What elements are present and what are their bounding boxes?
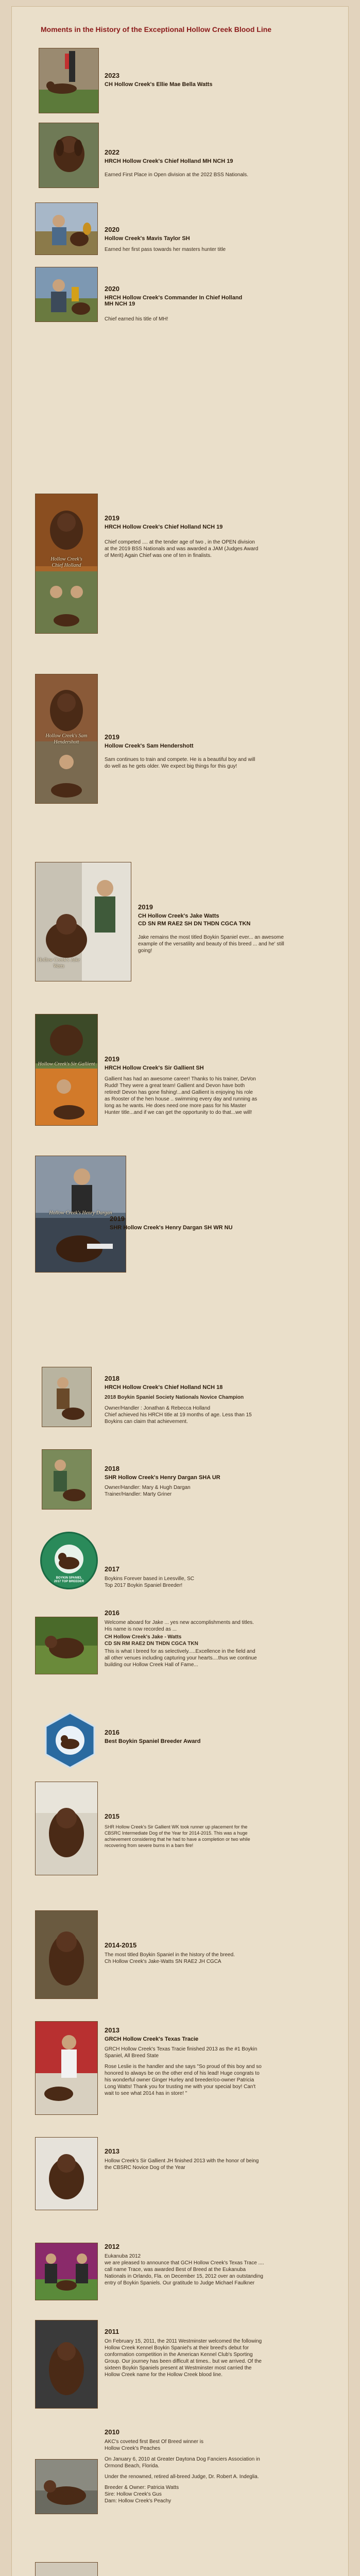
- entry-title: [110, 1215, 233, 1232]
- entry-title: [105, 1728, 200, 1746]
- entry-title: [105, 2243, 119, 2252]
- history-entry: [12, 1156, 349, 1279]
- entry-title: [138, 903, 250, 928]
- entry-text: Welcome aboard for Jake ... yes new accomplishments and titles. His name is now recorded as ...: [105, 1620, 254, 1632]
- photo-watermark: Hollow Creek's Chief Holland: [50, 556, 82, 568]
- history-entry: [12, 200, 349, 259]
- entry-text: Boykins Forever based in Leesville, SC Top 2017 Boykin Spaniel Breeder!: [105, 1576, 194, 1588]
- entry-body: [105, 172, 259, 182]
- dog-photo: [42, 1449, 92, 1510]
- entry-name: GRCH Hollow Creek's Texas Tracie: [105, 2036, 199, 2042]
- entry-year: 2017: [105, 1565, 119, 1573]
- dog-photo: [35, 1782, 98, 1875]
- dog-photo: [35, 494, 98, 634]
- entry-text: AKC's coveted first Best Of Breed winner is Hollow Creek's Peaches: [105, 2439, 203, 2451]
- entry-body: [105, 246, 259, 257]
- entry-text: Chief competed .... at the tender age of two , in the OPEN division at the 2019 BSS Nationals and was awarded a JAM (Judges Award of Merit) Again Chief was one of ten in finalists.: [105, 539, 259, 558]
- entry-name: Hollow Creek's Sam Hendershott: [105, 743, 194, 749]
- entry-year: 2019: [105, 514, 119, 522]
- entry-name: Best Boykin Spaniel Breeder Award: [105, 1738, 201, 1744]
- entry-text: Owner/Handler : Jonathan & Rebecca Holland Chief achieved his HRCH title at 19 months of age. Less than 15 Boykins can claim that achievement.: [105, 1405, 252, 1425]
- entry-name: HRCH Hollow Creek's Chief Holland NCH 18: [105, 1384, 223, 1391]
- entry-text: Eukanuba 2012 we are pleased to announce that GCH Hollow Creek's Texas Trace .... call name Trace, was awarded Best of Breed at the Eukanuba Nationals in Orlando, Fla. on December 15, 2012 over an outstanding entry of Boykin Spaniels. Our gratitude to Judge Michael Faulkner: [105, 2253, 264, 2286]
- breeder-award-badge: [42, 1712, 98, 1769]
- entry-title: [105, 285, 249, 309]
- entry-body: [105, 1394, 259, 1429]
- entry-title: [105, 2026, 198, 2044]
- entry-name: CH Hollow Creek's Ellie Mae Bella Watts: [105, 81, 213, 88]
- photo-watermark: Hollow Creek's Jake Watts: [37, 957, 80, 969]
- dog-photo: [39, 48, 99, 113]
- history-entry: [12, 1782, 349, 1890]
- history-entry: [12, 48, 349, 117]
- photo-watermark: Hollow Creek's Sir Gallient: [38, 1061, 95, 1067]
- entry-title: [105, 1941, 136, 1951]
- entry-title: [105, 1055, 204, 1073]
- entry-year: 2018: [105, 1375, 119, 1382]
- photo-watermark: Hollow Creek's Henry Dargan: [49, 1210, 112, 1216]
- entry-text: Hollow Creek's Sir Gallient JH finished 2013 with the honor of being the CBSRC Novice Dog of the Year: [105, 2158, 259, 2171]
- history-entry: [12, 1712, 349, 1774]
- entry-year: 2014-2015: [105, 1941, 137, 1949]
- entry-text: Gallient has had an awesome career! Thanks to his trainer, DeVon Rudd! They were a great team! Gallient and Devon have both retired! Devon has gone fishing!...and Gallient is enjoying his role as Rooster of the hen house .. swimming every day and running as long as he wants. He does need one more pass for his Master Hunter title...and if we can get the opportunity to do that...we will!: [105, 1076, 258, 1115]
- entry-text: Chief earned his title of MH!: [105, 316, 168, 322]
- entry-text: Earned her first pass towards her masters hunter title: [105, 247, 226, 252]
- entry-year: 2012: [105, 2243, 119, 2250]
- history-entry: [12, 2320, 349, 2413]
- entry-text: Owner/Handler: Mary & Hugh Dargan Trainer/Handler: Marty Griner: [105, 1485, 191, 1497]
- history-entry: [12, 1606, 349, 1709]
- history-entry: [12, 2428, 349, 2557]
- history-entry: [12, 2021, 349, 2124]
- entry-text: Rose Leslie is the handler and she says "So proud of this boy and so honored to always be on the other end of his lead! Huge congrats to his wonderful owner Ginger Hurley and breeder/co-owner Patricia Long Watts! Thank you for trusting me with your special boy! Can't wait to see what 2014 has in store! ": [105, 2064, 262, 2096]
- entry-title: [105, 72, 212, 89]
- entry-year: 2019: [110, 1215, 125, 1223]
- entry-body: [105, 756, 259, 774]
- entry-title: [105, 1375, 222, 1392]
- entry-year: 2013: [105, 2147, 119, 2155]
- entry-text: Earned First Place in Open division at the 2022 BSS Nationals.: [105, 172, 249, 178]
- entry-name: SHR Hollow Creek's Henry Dargan SH WR NU: [110, 1225, 233, 1231]
- entry-text: Under the renowned, retired all-breed Judge, Dr. Robert A. Indeglia.: [105, 2474, 259, 2480]
- entry-body: [105, 316, 259, 327]
- entry-year: 2019: [105, 733, 119, 741]
- dog-photo: [35, 1617, 98, 1674]
- history-entry: [12, 2243, 349, 2320]
- entry-text: On January 6, 2010 at Greater Daytona Dog Fanciers Association in Ormond Beach, Florida.: [105, 2456, 260, 2469]
- history-entry: [12, 123, 349, 195]
- entry-year: 2016: [105, 1609, 119, 1617]
- entry-year: 2015: [105, 1812, 119, 1820]
- entry-title: [105, 733, 194, 751]
- entry-title: [105, 1812, 119, 1822]
- entry-year: 2011: [105, 2328, 119, 2335]
- history-entry: [12, 264, 349, 342]
- entry-body: [105, 2158, 259, 2175]
- dog-photo: [35, 267, 98, 322]
- entry-text: Breeder & Owner: Patricia Watts Sire: Hollow Creek's Gus Dam: Hollow Creek's Peachy: [105, 2485, 179, 2504]
- dog-photo: [35, 1014, 98, 1126]
- entry-text: This is what I breed for as selectively.....Excellence in the field and all other venues including capturing your hearts....thus we continue building our Hollow Creek Hall of Fame...: [105, 1649, 257, 1668]
- entry-title: [105, 1565, 119, 1575]
- history-page: [11, 6, 349, 2576]
- photo-watermark: Hollow Creek's Sam Hendershott: [45, 733, 88, 745]
- entry-text: GRCH Hollow Creek's Texas Tracie finished 2013 as the #1 Boykin Spaniel, All Breed State: [105, 2046, 258, 2059]
- history-entry: [12, 1910, 349, 2003]
- dog-photo: [35, 2021, 98, 2115]
- dog-photo: [35, 2320, 98, 2409]
- dog-photo: [35, 202, 98, 255]
- entry-title: [105, 2428, 119, 2438]
- entry-text: The most titled Boykin Spaniel in the history of the breed. Ch Hollow Creek's Jake-Watts SN RAE2 JH CGCA: [105, 1952, 235, 1964]
- entry-title: [105, 2328, 119, 2337]
- badge-text: BOYKIN SPANIEL 2017 TOP BREEDER: [54, 1577, 84, 1583]
- entry-title: [105, 514, 222, 532]
- dog-photo: [35, 2137, 98, 2210]
- history-entry: [12, 494, 349, 643]
- page-title: Moments in the History of the Exceptional Hollow Creek Blood Line: [41, 25, 272, 33]
- entry-name: HRCH Hollow Creek's Sir Gallient SH: [105, 1065, 204, 1071]
- entry-name: SHR Hollow Creek's Henry Dargan SHA UR: [105, 1475, 220, 1481]
- entry-name: CH Hollow Creek's Jake Watts: [138, 913, 219, 919]
- entry-text: SHR Hollow Creek's Sir Gallient WK took runner up placement for the CBSRC Intermediate Dog of the Year for 2014-2015. This was a huge achievement considering that he had to have a completion or two while recovering from severe burns in a barn fire!: [105, 1824, 250, 1848]
- entry-body: [105, 2438, 264, 2509]
- entry-name: HRCH Hollow Creek's Chief Holland NCH 19: [105, 524, 223, 530]
- history-entry: [12, 674, 349, 823]
- dog-photo: [42, 1367, 92, 1427]
- history-entry: [12, 1364, 349, 1436]
- entry-title: [105, 1465, 220, 1482]
- entry-text: CH Hollow Creek's Jake - Watts CD SN RM RAE2 DN THDN CGCA TKN: [105, 1634, 198, 1647]
- entry-name: Hollow Creek's Mavis Taylor SH: [105, 235, 190, 242]
- entry-text: On February 15, 2011, the 2011 Westminster welcomed the following Hollow Creek Kennel Boykin Spaniel's at their breed's debut for conformation competition in the American Kennel Club's Sporting Group. Our journey has been difficult at times.. but we arrived. Of the sixteen Boykin Spaniels present at Westminster most carried the Hollow Creek name for the Hollow Creek blood line.: [105, 2338, 262, 2378]
- entry-year: 2020: [105, 285, 119, 293]
- dog-photo: [39, 123, 99, 188]
- dog-photo: [35, 862, 131, 981]
- entry-body: [105, 1952, 259, 1969]
- entry-text: Sam continues to train and compete. He is a beautiful boy and will do well as he gets older. We expect big things for this guy!: [105, 757, 255, 769]
- entry-title: [105, 226, 190, 243]
- entry-name: HRCH Hollow Creek's Commander In Chief Holland MH NCH 19: [105, 295, 243, 307]
- entry-body: [105, 2338, 267, 2382]
- history-entry: [12, 1449, 349, 1521]
- entry-year: 2010: [105, 2428, 119, 2436]
- entry-title: [105, 2147, 119, 2157]
- entry-title: [105, 1609, 119, 1619]
- top-breeder-badge: [40, 1532, 98, 1589]
- entry-body: [105, 1619, 259, 1672]
- dog-photo: [35, 1156, 126, 1273]
- entry-body: [105, 1484, 259, 1502]
- entry-text: 2018 Boykin Spaniel Society Nationals Novice Champion: [105, 1395, 244, 1400]
- entry-year: 2019: [138, 903, 153, 911]
- dog-photo: [35, 2459, 98, 2514]
- history-entry: [12, 2137, 349, 2214]
- entry-year: 2013: [105, 2026, 119, 2034]
- entry-year: 2023: [105, 72, 119, 79]
- entry-title: [105, 148, 233, 166]
- entry-name: HRCH Hollow Creek's Chief Holland MH NCH 19: [105, 158, 233, 164]
- dog-photo: [35, 674, 98, 804]
- entry-body: [105, 2253, 264, 2291]
- entry-body: [105, 1824, 264, 1853]
- entry-body: [105, 1575, 259, 1593]
- entry-year: 2022: [105, 148, 119, 156]
- dog-photo: [35, 2562, 98, 2576]
- entry-year: 2018: [105, 1465, 119, 1472]
- entry-year: 2020: [105, 226, 119, 233]
- entry-body: [105, 2046, 264, 2101]
- dog-photo: [35, 1910, 98, 1999]
- entry-year: 2019: [105, 1055, 119, 1063]
- history-entry: [12, 1532, 349, 1599]
- entry-body: [105, 539, 259, 563]
- entry-name-2: CD SN RM RAE2 SH DN THDN CGCA TKN: [138, 921, 251, 927]
- history-entry: [12, 2562, 349, 2576]
- dog-photo: [35, 2243, 98, 2300]
- history-entry: [12, 1014, 349, 1132]
- entry-text: Jake remains the most titled Boykin Spaniel ever... an awesome example of the versatility and beauty of this breed ... and he' still going!: [138, 935, 284, 954]
- entry-body: [138, 934, 293, 958]
- history-entry: [12, 862, 349, 991]
- entry-body: [105, 1076, 259, 1120]
- entry-year: 2016: [105, 1728, 119, 1736]
